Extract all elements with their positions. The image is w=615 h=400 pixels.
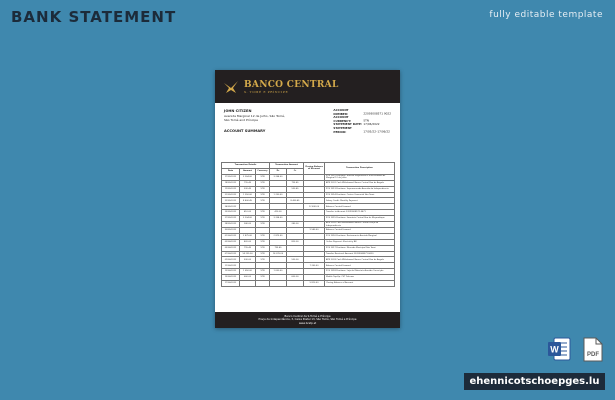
header-currency: Currency (256, 168, 270, 174)
cell-currency: STN (256, 174, 270, 180)
holder-name: JOHN CITIZEN (224, 109, 252, 113)
cell-balance: 9 540.00 (304, 228, 325, 234)
statement-date-label: STATEMENT DATE: (333, 122, 362, 127)
document-header (215, 70, 400, 103)
cell-currency (256, 281, 270, 287)
cell-cr: 530.00 (287, 257, 304, 263)
cell-description: Salary Credit, Monthly Payment (325, 198, 395, 204)
cell-date: 03/06/2022 (222, 239, 240, 245)
cell-amount: 820.00 (240, 239, 256, 245)
cell-date: 30/05/2022 (222, 228, 240, 234)
cell-date: 15/06/2022 (222, 275, 240, 281)
holder-address-line1: Avenida Marginal 12 de Julho, São Tomé, (224, 114, 285, 118)
summary-title: ACCOUNT SUMMARY (224, 129, 266, 133)
cell-description: POS 2013 Purchase, Supermercado Avenida da Independência (325, 186, 395, 192)
cell-description: Transfer to Account 22093008571 4471 (325, 210, 395, 216)
cell-description: ATM 2201 Cash Withdrawal, Banco Central Rua de Angola (325, 180, 395, 186)
cell-description: Transfer Received, Account 22093008571 6620 (325, 251, 395, 257)
cell-date: 21/05/2022 (222, 192, 240, 198)
cell-currency: STN (256, 239, 270, 245)
cell-date: 27/05/2022 (222, 216, 240, 222)
cell-balance: 12 430.00 (304, 204, 325, 210)
cell-date: 24/05/2022 (222, 204, 240, 210)
cell-date: 09/06/2022 (222, 257, 240, 263)
cell-description: Mobile Top-Up, CST Telecom (325, 275, 395, 281)
cell-currency: STN (256, 180, 270, 186)
pdf-icon (581, 337, 604, 362)
cell-amount: 3 264.00 (240, 174, 256, 180)
cell-description: POS 2016 Purchase, Restaurante Avenida Marginal (325, 233, 395, 239)
cell-currency: STN (256, 245, 270, 251)
cell-cr: 600.00 (287, 275, 304, 281)
header-transaction-description: Transaction Description (325, 163, 395, 175)
cell-date: 11/06/2022 (222, 263, 240, 269)
cell-dr (270, 281, 287, 287)
cell-balance: 5 810.00 (304, 281, 325, 287)
cell-amount: 2 875.00 (240, 233, 256, 239)
cell-dr: 410.00 (270, 210, 287, 216)
header-cr: Cr (287, 168, 304, 174)
cell-amount: 8 400.45 (240, 198, 256, 204)
cell-description: Balance Carried Forward (325, 204, 395, 210)
cell-date: 01/06/2022 (222, 233, 240, 239)
cell-description: Online Payment, Electricity Bill (325, 239, 395, 245)
cell-currency: STN (256, 251, 270, 257)
cell-currency: STN (256, 198, 270, 204)
cell-cr: 530.45 (287, 186, 304, 192)
cell-date: 07/06/2022 (222, 251, 240, 257)
cell-balance: 7 260.00 (304, 263, 325, 269)
cell-amount: 600.00 (240, 275, 256, 281)
file-format-icons (548, 337, 604, 362)
bank-logo-text (244, 80, 339, 94)
cell-date: 25/05/2022 (222, 210, 240, 216)
cell-amount: 410.00 (240, 210, 256, 216)
cell-date: 28/05/2022 (222, 222, 240, 228)
word-icon-label: W (550, 344, 559, 355)
cell-date: 13/06/2022 (222, 269, 240, 275)
cell-cr: 795.45 (287, 180, 304, 186)
header-transaction-details: Transaction Details (222, 163, 270, 169)
cell-amount: 530.45 (240, 186, 256, 192)
cell-description: ATM 2202 Cash Withdrawal, Banco Central Praça da Independência (325, 222, 395, 228)
page-title: BANK STATEMENT (11, 8, 177, 26)
statement-document (215, 70, 400, 328)
cell-amount: 14 225.00 (240, 251, 256, 257)
cell-dr: 3 264.00 (270, 174, 287, 180)
cell-date: 18/05/2022 (222, 180, 240, 186)
statement-period-label: STATEMENT PERIOD: (333, 125, 352, 134)
bank-logo-icon (223, 80, 239, 94)
tagline: fully editable template (489, 10, 603, 20)
header-transaction-amount: Transaction Amount (270, 163, 304, 169)
cell-dr: 1 650.00 (270, 269, 287, 275)
cell-amount (240, 281, 256, 287)
footer-line2: Praça da Independência, 3, Caixa Postal 13, São Tomé, São Tomé e Príncipe (258, 318, 357, 322)
cell-amount: 3 204.00 (240, 216, 256, 222)
cell-dr: 1 250.00 (270, 192, 287, 198)
header-date: Date (222, 168, 240, 174)
header-closing-balance: Closing Balance of Account (304, 163, 325, 175)
cell-date: 17/06/2022 (222, 281, 240, 287)
header-dr: Dr (270, 168, 287, 174)
document-footer (215, 312, 400, 328)
cell-currency: STN (256, 210, 270, 216)
watermark: ehennicotschoepges.lu (464, 373, 605, 390)
cell-description: Balance Carried Forward (325, 228, 395, 234)
cell-amount: 795.45 (240, 245, 256, 251)
header-amount: Amount (240, 168, 256, 174)
cell-amount: 1 650.00 (240, 269, 256, 275)
cell-amount: 530.00 (240, 257, 256, 263)
cell-description: POS 2018 Purchase, Loja de Materiais Avenida Conceição (325, 269, 395, 275)
cell-cr: 240.00 (287, 222, 304, 228)
cell-dr: 14 225.00 (270, 251, 287, 257)
cell-date: 19/05/2022 (222, 186, 240, 192)
cell-date: 22/05/2022 (222, 198, 240, 204)
footer-line1: Banco Central de S.Tomé e Príncipe (284, 314, 331, 318)
cell-description: POS 2012 Purchase, Nuclear Engenharia e Electricidade Av. Marginal 12 de Julho (325, 174, 395, 180)
cell-description: Closing Balance of Account (325, 281, 395, 287)
cell-dr: 3 204.00 (270, 216, 287, 222)
cell-dr: 795.45 (270, 245, 287, 251)
bank-name: BANCO CENTRAL (244, 79, 339, 90)
cell-amount: 240.00 (240, 222, 256, 228)
cell-description: ATM 2203 Cash Withdrawal, Banco Central Rua de Angola (325, 257, 395, 263)
cell-description: POS 2015 Purchase, Farmácia Central Rua de Moçambique (325, 216, 395, 222)
cell-currency: STN (256, 216, 270, 222)
account-number-value: 22093008571 9022 (363, 111, 391, 116)
cell-cr (287, 281, 304, 287)
cell-description: POS 2017 Purchase, Mercado Municipal São Tomé (325, 245, 395, 251)
cell-amount: 1 250.00 (240, 192, 256, 198)
transactions-table (221, 162, 395, 287)
cell-currency: STN (256, 192, 270, 198)
account-holder (224, 109, 285, 127)
cell-currency: STN (256, 269, 270, 275)
cell-currency: STN (256, 222, 270, 228)
cell-date: 17/05/2022 (222, 174, 240, 180)
cell-dr: 2 875.00 (270, 233, 287, 239)
cell-cr: 820.00 (287, 239, 304, 245)
cell-currency: STN (256, 186, 270, 192)
transactions-body (222, 174, 395, 286)
table-row (222, 281, 395, 287)
cell-cr: 8 400.45 (287, 198, 304, 204)
holder-address-line2: São Tomé and Príncipe (224, 118, 258, 122)
cell-currency: STN (256, 275, 270, 281)
bank-subtitle: S. TOMÉ E PRÍNCIPE (244, 89, 289, 94)
word-icon (548, 337, 571, 362)
cell-currency: STN (256, 233, 270, 239)
pdf-icon-label: PDF (587, 352, 599, 358)
account-details (333, 108, 391, 134)
cell-date: 05/06/2022 (222, 245, 240, 251)
cell-amount: 795.45 (240, 180, 256, 186)
account-number-label: ACCOUNT NUMBER: (333, 108, 349, 116)
statement-period-value: 17/05/22–17/06/22 (363, 129, 390, 134)
cell-description: POS 2014 Purchase, Centro Comercial São Tomé (325, 192, 395, 198)
cell-currency: STN (256, 257, 270, 263)
footer-line3: www.bcstp.st (298, 321, 317, 325)
cell-description: Balance Carried Forward (325, 263, 395, 269)
statement-date-value: 17/06/2022 (363, 122, 380, 127)
account-currency-value: STN (363, 118, 369, 123)
account-currency-label: ACCOUNT CURRENCY: (333, 115, 352, 123)
